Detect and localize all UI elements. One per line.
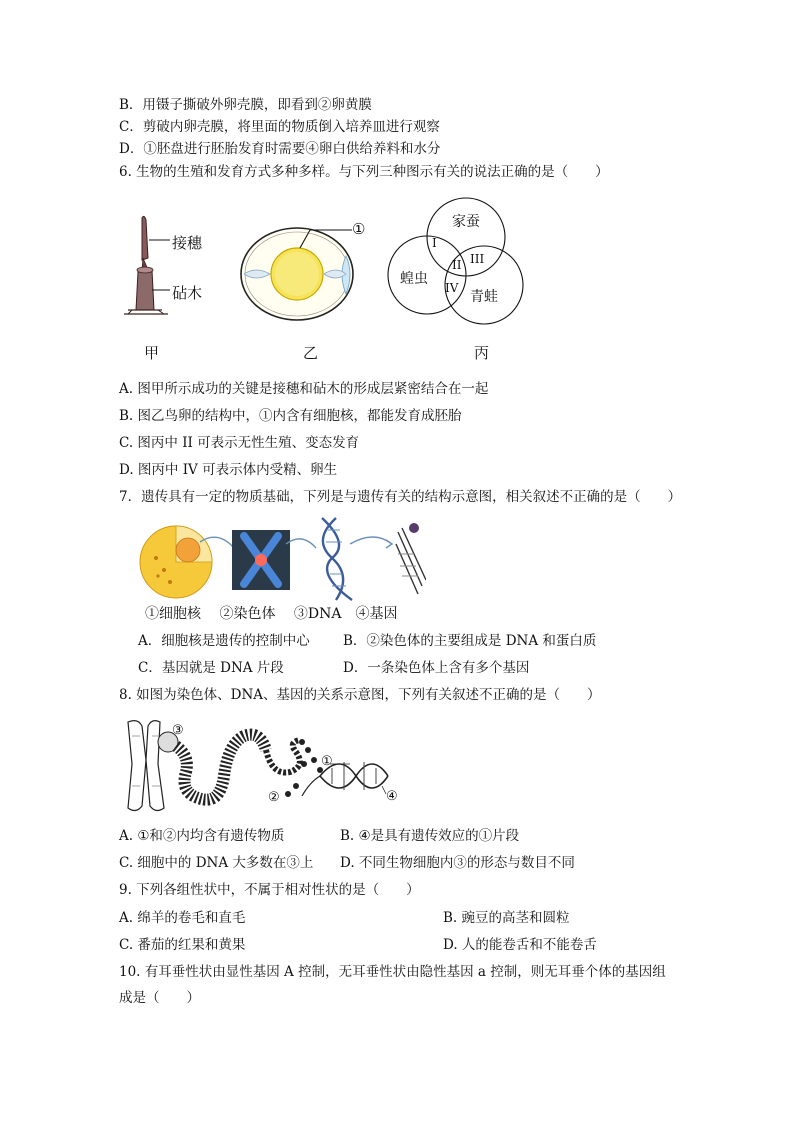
grafting-figure [118, 210, 228, 325]
venn-region-4: IV [445, 281, 459, 295]
heredity-structures-figure [136, 514, 426, 604]
q8-marker-2: ② [268, 790, 280, 805]
chromosome-dna-gene-figure [120, 716, 410, 816]
chromosome-image [232, 530, 290, 590]
venn-region-3: III [470, 252, 485, 266]
q9-option-a: A. 绵羊的卷毛和直毛 [119, 910, 246, 926]
q9-option-c: C. 番茄的红果和黄果 [119, 937, 246, 953]
q8-option-b: B. ④是具有遗传效应的①片段 [340, 828, 520, 844]
circle-silkworm [427, 198, 505, 276]
caption-bing: 丙 [474, 344, 490, 362]
q7-option-d: D．一条染色体上含有多个基因 [343, 660, 530, 676]
q7-option-c: C．基因就是 DNA 片段 [138, 660, 284, 676]
q6-option-b: B. 图乙鸟卵的结构中，①内含有细胞核，都能发育成胚胎 [119, 408, 462, 424]
q9-option-b: B. 豌豆的高茎和圆粒 [443, 910, 570, 926]
q6-stem: 6. 生物的生殖和发育方式多种多样。与下列三种图示有关的说法正确的是（ ） [119, 164, 609, 180]
q5-option-c: C．剪破内卵壳膜，将里面的物质倒入培养皿进行观察 [119, 119, 440, 135]
gene-image [396, 523, 426, 594]
q8-marker-1: ① [321, 754, 333, 769]
q6-option-a: A. 图甲所示成功的关键是接穗和砧木的形成层紧密结合在一起 [119, 381, 489, 397]
q8-marker-4: ④ [386, 789, 398, 804]
q10-stem-line2: 成是（ ） [119, 990, 200, 1006]
caption-yi: 乙 [303, 344, 319, 362]
q8-option-a: A. ①和②内均含有遗传物质 [119, 828, 285, 844]
venn-label-silkworm: 家蚕 [452, 214, 480, 230]
q8-stem: 8. 如图为染色体、DNA、基因的关系示意图，下列有关叙述不正确的是（ ） [119, 687, 601, 703]
scion-shape [142, 216, 148, 260]
q8-option-c: C. 细胞中的 DNA 大多数在③上 [119, 855, 314, 871]
venn-region-1: I [432, 236, 437, 250]
q6-option-d: D. 图丙中 IV 可表示体内受精、卵生 [119, 462, 338, 478]
venn-label-locust: 蝗虫 [400, 271, 428, 287]
stock-shape [136, 270, 154, 310]
scion-label: 接穗 [172, 234, 203, 252]
q10-stem-line1: 10. 有耳垂性状由显性基因 A 控制，无耳垂性状由隐性基因 a 控制，则无耳垂个体的基因组 [119, 964, 666, 980]
q5-option-b: B．用镊子撕破外卵壳膜，即看到②卵黄膜 [119, 97, 372, 113]
caption-jia: 甲 [144, 344, 160, 362]
chromosome-x-image [128, 721, 164, 811]
cell-nucleus-image [140, 526, 212, 598]
q9-stem: 9. 下列各组性状中，不属于相对性状的是（ ） [119, 882, 420, 898]
q7-option-a: A．细胞核是遗传的控制中心 [138, 633, 310, 649]
bird-egg-figure [234, 218, 364, 328]
q9-option-d: D. 人的能卷舌和不能卷舌 [443, 937, 597, 953]
stock-label: 砧木 [172, 284, 203, 302]
venn-label-frog: 青蛙 [470, 289, 498, 305]
q7-stem: 7．遗传具有一定的物质基础，下列是与遗传有关的结构示意图，相关叙述不正确的是（ ） [119, 489, 682, 505]
q6-option-c: C. 图丙中 II 可表示无性生殖、变态发育 [119, 435, 360, 451]
q7-option-b: B．②染色体的主要组成是 DNA 和蛋白质 [343, 633, 597, 649]
q8-option-d: D. 不同生物细胞内③的形态与数目不同 [340, 855, 575, 871]
dna-helix-image [322, 518, 352, 600]
q5-option-d: D．①胚盘进行胚胎发育时需要④卵白供给养料和水分 [119, 141, 441, 157]
q8-marker-3: ③ [172, 723, 184, 738]
venn-region-2: II [452, 258, 462, 272]
q7-figure-labels: ①细胞核 ②染色体 ③DNA ④基因 [145, 606, 398, 622]
egg-marker-1: ① [352, 220, 366, 238]
